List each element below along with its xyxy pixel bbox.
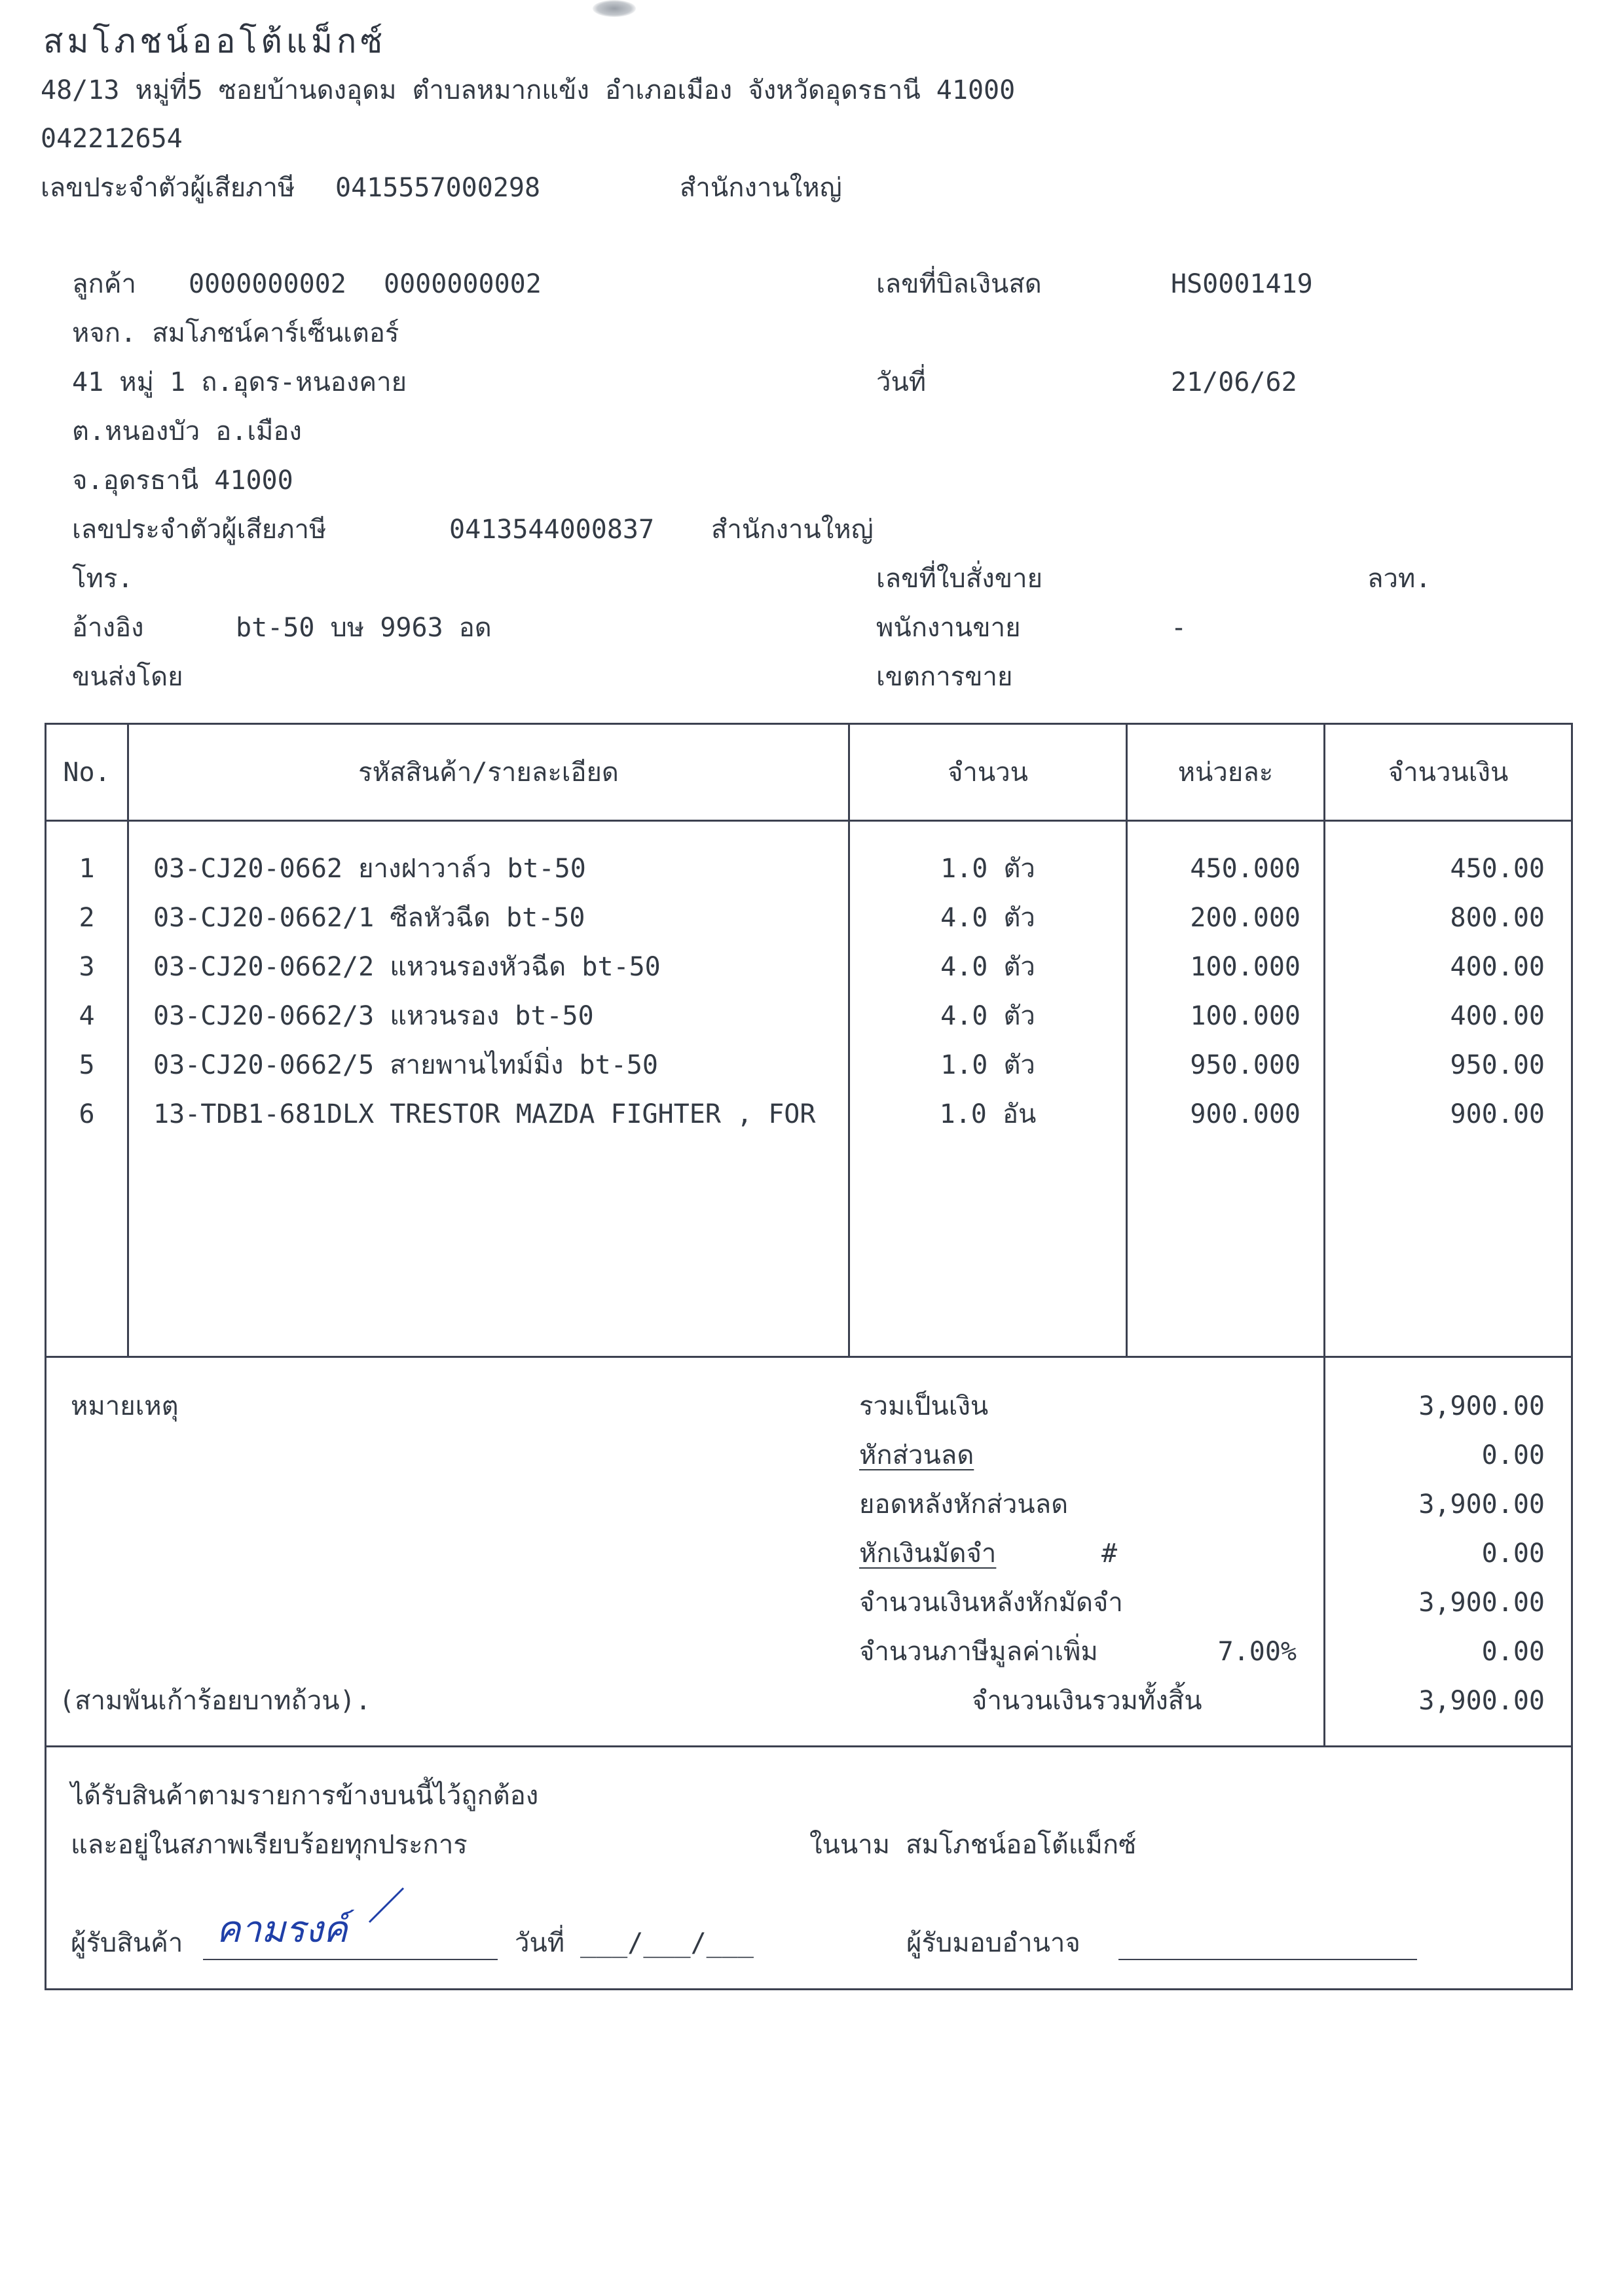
authorized-label: ผู้รับมอบอำนาจ [906, 1928, 1080, 1958]
receive-date-label: วันที่ [515, 1928, 565, 1958]
customer-ref-label: อ้างอิง [72, 613, 144, 643]
header-unit-price: หน่วยละ [1177, 757, 1274, 788]
row-no: 2 [79, 903, 95, 933]
row-quantity: 1.0 ตัว [940, 854, 1035, 884]
invoice-date: 21/06/62 [1171, 367, 1297, 397]
row-amount: 400.00 [1450, 952, 1545, 982]
row-quantity: 4.0 ตัว [940, 952, 1035, 982]
vat-label: จำนวนภาษีมูลค่าเพิ่ม [859, 1637, 1098, 1667]
row-amount: 900.00 [1450, 1099, 1545, 1129]
row-no: 1 [79, 854, 95, 884]
customer-tax-id: 0413544000837 [449, 515, 655, 545]
row-amount: 450.00 [1450, 854, 1545, 884]
vat-rate: 7.00% [1217, 1637, 1297, 1667]
discount-label: หักส่วนลด [859, 1440, 974, 1470]
customer-name: หจก. สมโภชน์คาร์เซ็นเตอร์ [72, 318, 399, 348]
row-description: 03-CJ20-0662/3 แหวนรอง bt-50 [153, 1001, 594, 1031]
deposit-mark: # [1101, 1539, 1118, 1569]
salesperson-label: พนักงานขาย [876, 613, 1021, 643]
company-name: สมโภชน์ออโต้แม็กซ์ [43, 22, 387, 60]
header-description: รหัสสินค้า/รายละเอียด [358, 757, 619, 788]
salesperson-value: - [1171, 613, 1187, 643]
row-description: 03-CJ20-0662 ยางฝาวาล์ว bt-50 [153, 854, 586, 884]
row-description: 03-CJ20-0662/1 ซีลหัวฉีด bt-50 [153, 903, 585, 933]
total-label: รวมเป็นเงิน [859, 1391, 989, 1421]
customer-tax-label: เลขประจำตัวผู้เสียภาษี [72, 515, 327, 545]
discount-value: 0.00 [1481, 1440, 1545, 1470]
grand-total-label: จำนวนเงินรวมทั้งสิ้น [972, 1686, 1202, 1716]
company-phone: 042212654 [41, 124, 183, 154]
row-quantity: 4.0 ตัว [940, 903, 1035, 933]
receiver-label: ผู้รับสินค้า [71, 1928, 183, 1958]
deposit-value: 0.00 [1481, 1539, 1545, 1569]
receive-date-blank: ___/___/___ [580, 1928, 754, 1958]
invoice-number-label: เลขที่บิลเงินสด [876, 269, 1042, 299]
row-quantity: 1.0 อัน [939, 1099, 1037, 1129]
row-quantity: 1.0 ตัว [940, 1050, 1035, 1080]
row-description: 13-TDB1-681DLX TRESTOR MAZDA FIGHTER , FOR [153, 1101, 816, 1127]
grand-total-value: 3,900.00 [1418, 1686, 1545, 1716]
row-unit-price: 100.000 [1190, 952, 1301, 982]
customer-code-1: 0000000002 [189, 269, 346, 299]
customer-ship-label: ขนส่งโดย [72, 662, 183, 692]
row-unit-price: 900.000 [1190, 1099, 1301, 1129]
customer-branch: สำนักงานใหญ่ [711, 515, 874, 545]
received-text-2: และอยู่ในสภาพเรียบร้อยทุกประการ [71, 1830, 468, 1860]
row-unit-price: 450.000 [1190, 854, 1301, 884]
customer-label: ลูกค้า [72, 269, 136, 299]
row-description: 03-CJ20-0662/2 แหวนรองหัวฉีด bt-50 [153, 952, 661, 982]
sales-area-label: เขตการขาย [876, 662, 1013, 692]
header-no: No. [63, 757, 111, 788]
authorized-signature-line [1118, 1959, 1417, 1960]
row-no: 5 [79, 1050, 95, 1080]
order-extra: ลวท. [1367, 564, 1431, 594]
received-text-1: ได้รับสินค้าตามรายการข้างบนนี้ไว้ถูกต้อง [71, 1781, 539, 1811]
row-unit-price: 100.000 [1190, 1001, 1301, 1031]
after-deposit-value: 3,900.00 [1418, 1588, 1545, 1618]
company-address: 48/13 หมู่ที่5 ซอยบ้านดงอุดม ตำบลหมากแข้ง อำเภอเมือง จังหวัดอุดรธานี 41000 [41, 75, 1016, 105]
row-unit-price: 200.000 [1190, 903, 1301, 933]
order-number-label: เลขที่ใบสั่งขาย [876, 564, 1043, 594]
after-deposit-label: จำนวนเงินหลังหักมัดจำ [859, 1588, 1123, 1618]
row-no: 4 [79, 1001, 95, 1031]
receiver-signature: คามรงค์ [216, 1908, 348, 1951]
customer-address-3: จ.อุดรธานี 41000 [72, 465, 293, 496]
company-branch: สำนักงานใหญ่ [680, 173, 842, 203]
scan-smudge [593, 0, 636, 17]
company-tax-id: 0415557000298 [335, 173, 541, 203]
customer-ref-value: bt-50 บษ 9963 อด [236, 613, 492, 643]
invoice-number: HS0001419 [1171, 269, 1313, 299]
row-amount: 800.00 [1450, 903, 1545, 933]
customer-phone-label: โทร. [72, 564, 134, 594]
after-discount-value: 3,900.00 [1418, 1489, 1545, 1520]
customer-code-2: 0000000002 [384, 269, 542, 299]
row-quantity: 4.0 ตัว [940, 1001, 1035, 1031]
signature-stroke [367, 1886, 406, 1925]
row-no: 3 [79, 952, 95, 982]
row-amount: 950.00 [1450, 1050, 1545, 1080]
vat-value: 0.00 [1481, 1637, 1545, 1667]
customer-address-2: ต.หนองบัว อ.เมือง [72, 416, 302, 446]
total-value: 3,900.00 [1418, 1391, 1545, 1421]
remark-label: หมายเหตุ [71, 1391, 179, 1421]
header-amount: จำนวนเงิน [1388, 757, 1509, 788]
invoice-date-label: วันที่ [876, 367, 927, 397]
after-discount-label: ยอดหลังหักส่วนลด [859, 1489, 1069, 1520]
amount-in-words: (สามพันเก้าร้อยบาทถ้วน). [59, 1686, 371, 1716]
header-quantity: จำนวน [947, 757, 1029, 788]
row-description: 03-CJ20-0662/5 สายพานไทม์มิ่ง bt-50 [153, 1050, 658, 1080]
row-amount: 400.00 [1450, 1001, 1545, 1031]
deposit-label: หักเงินมัดจำ [859, 1539, 997, 1569]
on-behalf-text: ในนาม สมโภชน์ออโต้แม็กซ์ [809, 1830, 1137, 1860]
company-tax-label: เลขประจำตัวผู้เสียภาษี [41, 173, 295, 203]
customer-address-1: 41 หมู่ 1 ถ.อุดร-หนองคาย [72, 367, 407, 397]
row-unit-price: 950.000 [1190, 1050, 1301, 1080]
receiver-signature-line [203, 1959, 498, 1960]
row-no: 6 [79, 1099, 95, 1129]
